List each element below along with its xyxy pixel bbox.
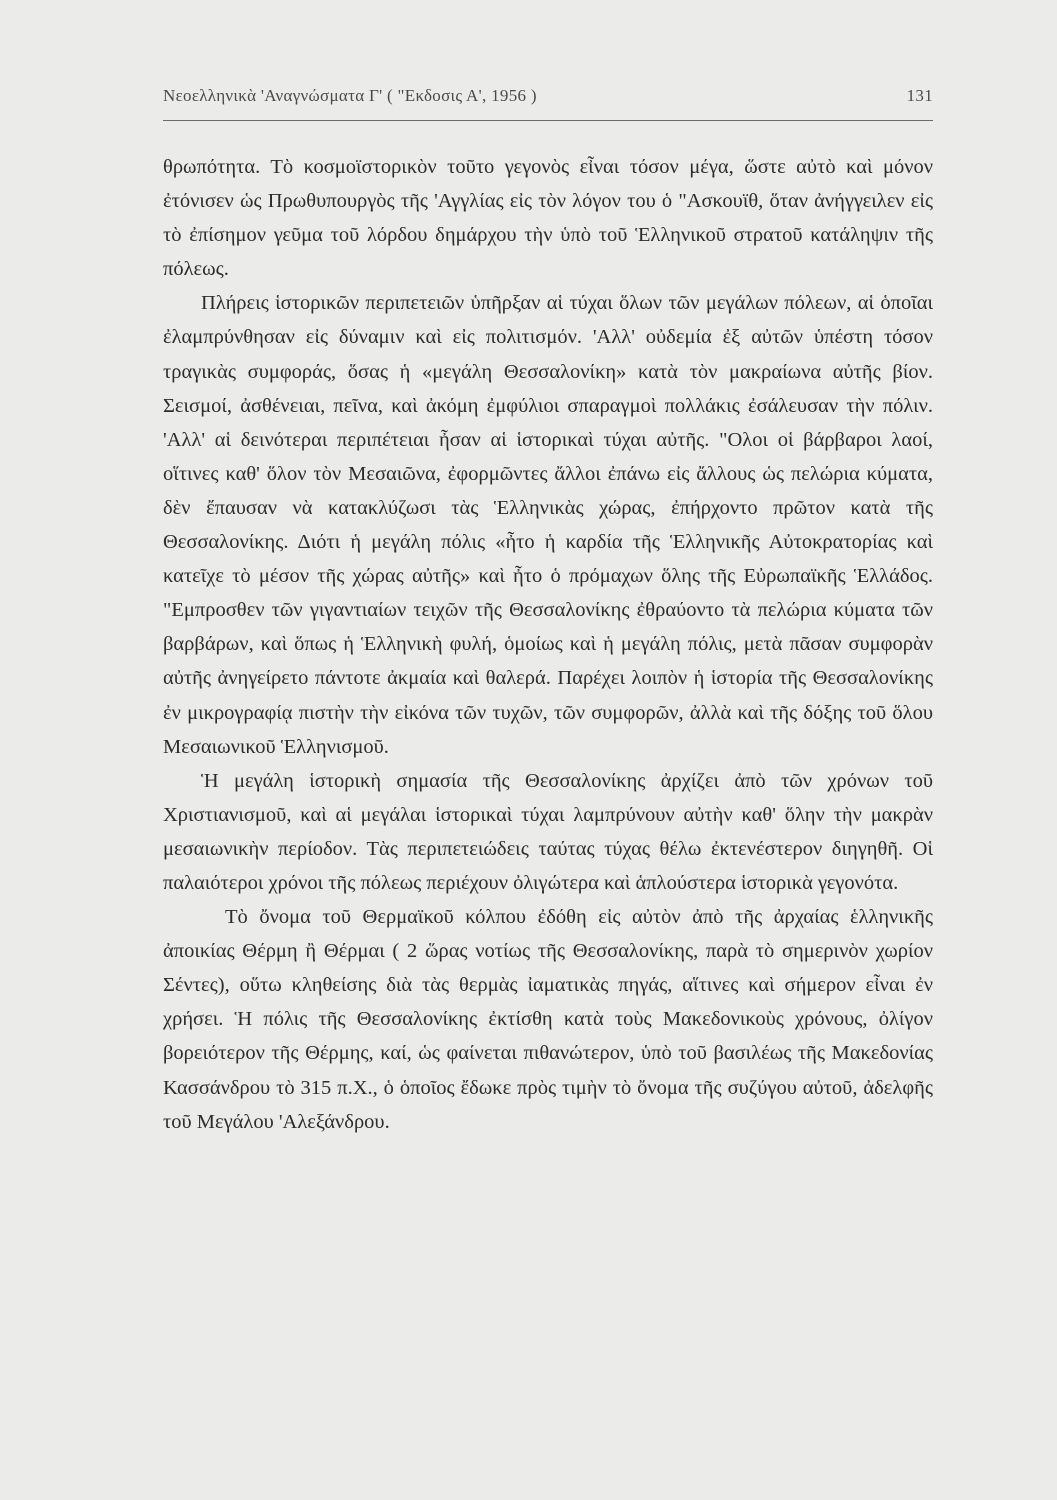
page-number: 131 <box>906 86 933 105</box>
paragraph: Πλήρεις ἱστορικῶν περιπετειῶν ὑπῆρξαν αἱ τύχαι ὅλων τῶν μεγάλων πόλεων, αἱ ὁποῖαι ἐλαμπρύνθησαν εἰς δύναμιν καὶ εἰς πολιτισμόν. 'Αλλ' οὐδεμία ἐξ αὐτῶν ὑπέστη τόσον τραγικὰς συμφοράς, ὅσας ἡ «μεγάλη Θεσσαλονίκη» κατὰ τὸν μακραίωνα αὐτῆς βίον. Σεισμοί, ἀσθένειαι, πεῖνα, καὶ ἀκόμη ἐμφύλιοι σπαραγμοὶ πολλάκις ἐσάλευσαν τὴν πόλιν. 'Αλλ' αἱ δεινότεραι περιπέτειαι ἦσαν αἱ ἱστορικαὶ τύχαι αὐτῆς. "Ολοι οἱ βάρβαροι λαοί, οἵτινες καθ' ὅλον τὸν Μεσαιῶνα, ἐφορμῶντες ἄλλοι ἐπάνω εἰς ἄλλους ὡς πελώρια κύματα, δὲν ἔπαυσαν νὰ κατακλύζωσι τὰς Ἑλληνικὰς χώρας, ἐπήρχοντο πρῶτον κατὰ τῆς Θεσσαλονίκης. Διότι ἡ μεγάλη πόλις «ἦτο ἡ καρδία τῆς Ἑλληνικῆς Αὐτοκρατορίας καὶ κατεῖχε τὸ μέσον τῆς χώρας αὐτῆς» καὶ ἦτο ὁ πρόμαχων ὅλης τῆς Εὐρωπαϊκῆς Ἑλλάδος. "Εμπροσθεν τῶν γιγαντιαίων τειχῶν τῆς Θεσσαλονίκης ἐθραύοντο τὰ πελώρια κύματα τῶν βαρβάρων, καὶ ὅπως ἡ Ἑλληνικὴ φυλή, ὁμοίως καὶ ἡ μεγάλη πόλις, μετὰ πᾶσαν συμφορὰν αὐτῆς ἀνηγείρετο πάντοτε ἀκμαία καὶ θαλερά. Παρέχει λοιπὸν ἡ ἱστορία τῆς Θεσσαλονίκης ἐν μικρογραφίᾳ πιστὴν τὴν εἰκόνα τῶν τυχῶν, τῶν συμφορῶν, ἀλλὰ καὶ τῆς δόξης τοῦ ὅλου Μεσαιωνικοῦ Ἑλληνισμοῦ. <box>163 292 933 758</box>
paragraph: θρωπότητα. Τὸ κοσμοϊστορικὸν τοῦτο γεγονὸς εἶναι τόσον μέγα, ὥστε αὐτὸ καὶ μόνον ἐτόνισεν ὡς Πρωθυπουργὸς τῆς 'Αγγλίας εἰς τὸν λόγον του ὁ "Ασκουϊθ, ὅταν ἀνήγγειλεν εἰς τὸ ἐπίσημον γεῦμα τοῦ λόρδου δημάρχου τὴν ὑπὸ τοῦ Ἑλληνικοῦ στρατοῦ κατάληψιν τῆς πόλεως. <box>163 156 933 281</box>
paragraph: Τὸ ὄνομα τοῦ Θερμαϊκοῦ κόλπου ἐδόθη εἰς αὐτὸν ἀπὸ τῆς ἀρχαίας ἑλληνικῆς ἀποικίας Θέρμη ἢ Θέρμαι ( 2 ὥρας νοτίως τῆς Θεσσαλονίκης, παρὰ τὸ σημερινὸν χωρίον Σέντες), οὕτω κληθείσης διὰ τὰς θερμὰς ἰαματικὰς πηγάς, αἵτινες καὶ σήμερον εἶναι ἐν χρήσει. Ἡ πόλις τῆς Θεσσαλονίκης ἐκτίσθη κατὰ τοὺς Μακεδονικοὺς χρόνους, ὀλίγον βορειότερον τῆς Θέρμης, καί, ὡς φαίνεται πιθανώτερον, ὑπὸ τοῦ βασιλέως τῆς Μακεδονίας Κασσάνδρου τὸ 315 π.Χ., ὁ ὁποῖος ἔδωκε πρὸς τιμὴν τὸ ὄνομα τῆς συζύγου αὐτοῦ, ἀδελφῆς τοῦ Μεγάλου 'Αλεξάνδρου. <box>163 906 933 1133</box>
body-text <box>163 150 933 1139</box>
paragraph: Ἡ μεγάλη ἱστορικὴ σημασία τῆς Θεσσαλονίκης ἀρχίζει ἀπὸ τῶν χρόνων τοῦ Χριστιανισμοῦ, καὶ αἱ μεγάλαι ἱστορικαὶ τύχαι λαμπρύνουν αὐτὴν καθ' ὅλην τὴν μακρὰν μεσαιωνικὴν περίοδον. Τὰς περιπετειώδεις ταύτας τύχας θέλω ἐκτενέστερον διηγηθῆ. Οἱ παλαιότεροι χρόνοι τῆς πόλεως περιέχουν ὀλιγώτερα καὶ ἁπλούστερα ἱστορικὰ γεγονότα. <box>163 769 933 894</box>
running-header <box>163 86 933 112</box>
header-rule <box>163 120 933 121</box>
running-title: Νεοελληνικὰ 'Αναγνώσματα Γ' ( "Εκδοσις Α', 1956 ) <box>163 86 537 105</box>
